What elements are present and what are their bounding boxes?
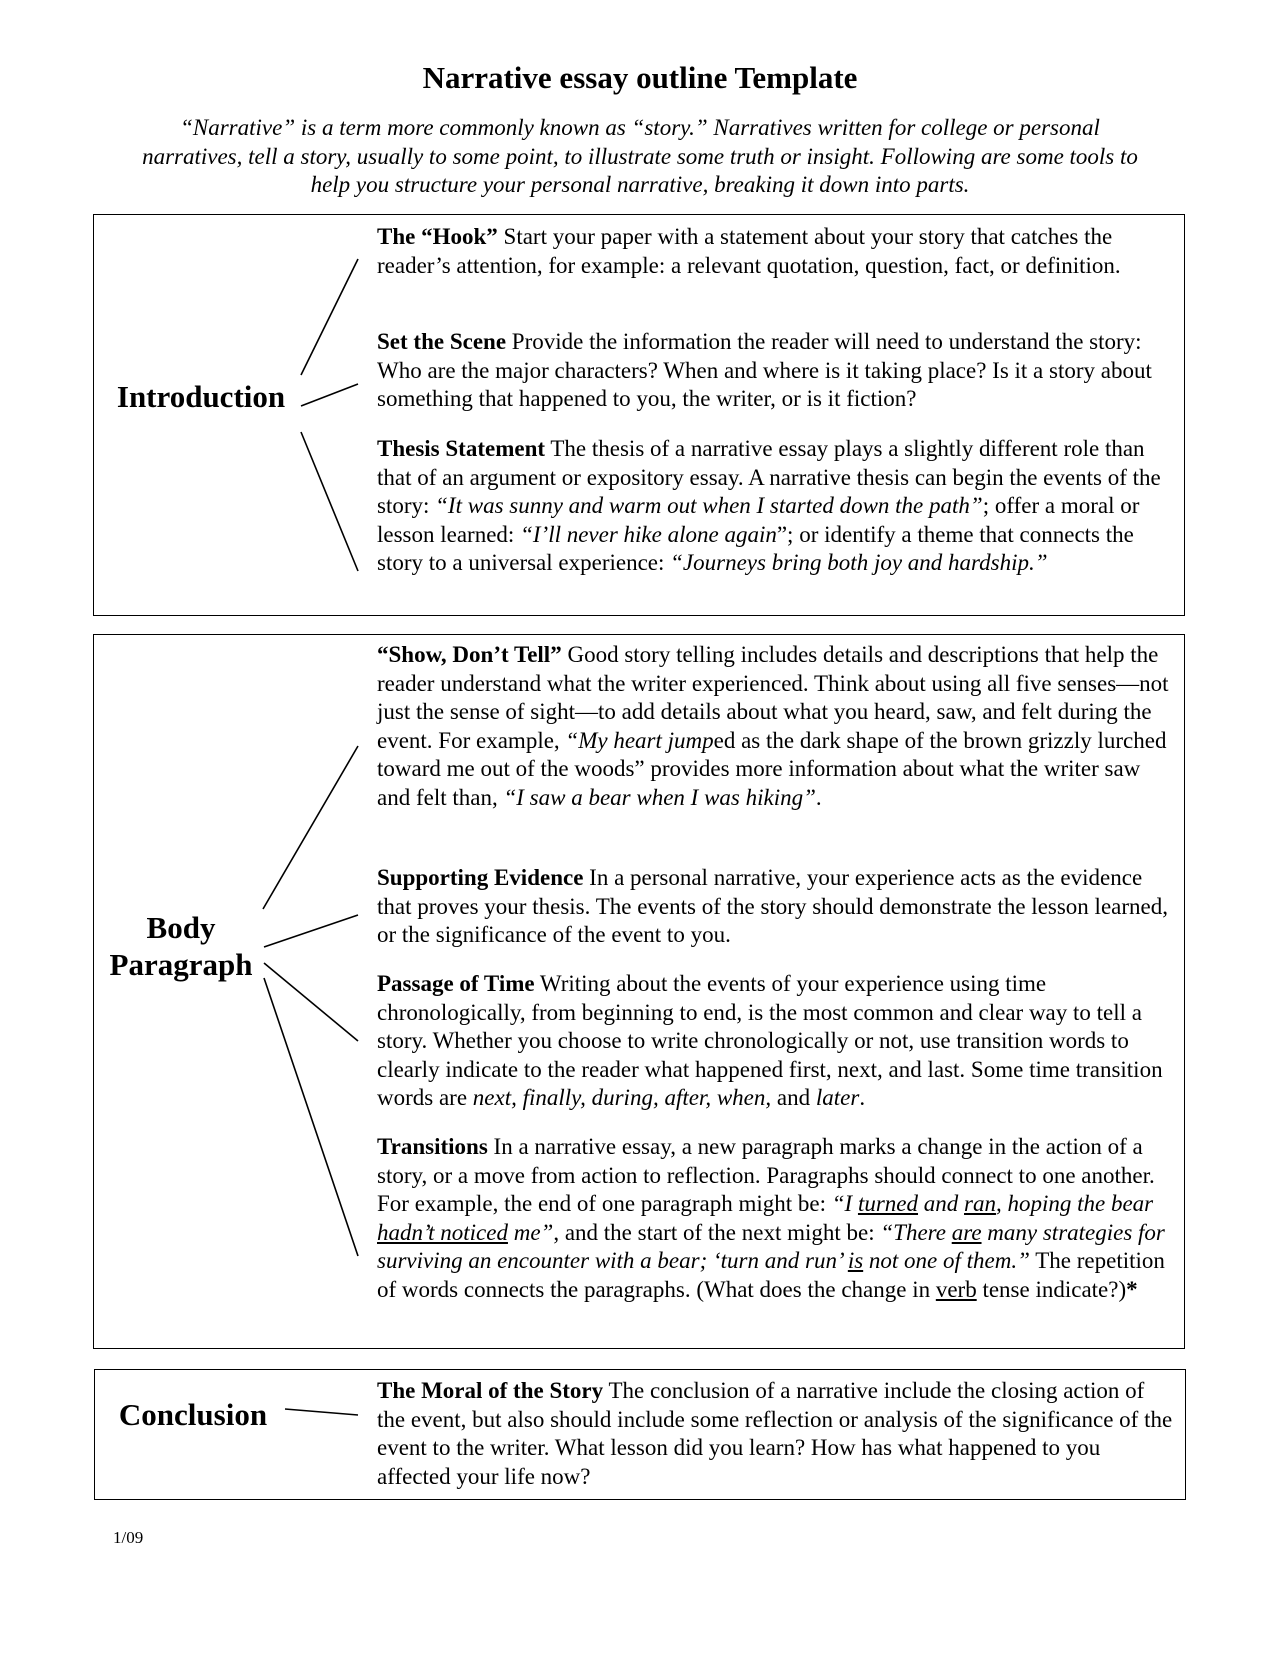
item-show-dont-tell: “Show, Don’t Tell” Good story telling includes details and descriptions that help the reader understand what the writer experienced. Think about using all five senses—not just the sense of sight—to add details about what you heard, saw, and felt during the event. For example, “My heart jumped as the dark shape of the brown grizzly lurched toward me out of the woods” provides more information about what the writer saw and felt than, “I saw a bear when I was hiking”. <box>377 642 1169 810</box>
item-heading: Supporting Evidence <box>377 865 584 890</box>
item-heading: “Show, Don’t Tell” <box>377 642 562 667</box>
item-hook: The “Hook” Start your paper with a statement about your story that catches the reader’s attention, for example: a relevant quotation, question, fact, or definition. <box>377 224 1121 278</box>
item-heading: Thesis Statement <box>377 436 546 461</box>
body-paragraph-label <box>98 909 264 983</box>
item-heading: The “Hook” <box>377 224 498 249</box>
page-footer-date: 1/09 <box>113 1528 144 1547</box>
item-transitions: Transitions In a narrative essay, a new paragraph marks a change in the action of a story, or a move from action to reflection. Paragraphs should connect to one another. For example, the end of one paragraph might be: “I turned and ran, hoping the bear hadn’t noticed me”, and the start of the next might be: “There are many strategies for surviving an encounter with a bear; ‘turn and run’ is not one of them.” The repetition of words connects the paragraphs. (What does the change in verb tense indicate?)* <box>377 1134 1165 1302</box>
item-supporting-evidence: Supporting Evidence In a personal narrative, your experience acts as the evidence that proves your thesis. The events of the story should demonstrate the lesson learned, or the significance of the event to you. <box>377 865 1168 948</box>
item-heading: Transitions <box>377 1134 488 1159</box>
body-label-line1: Body <box>146 910 216 945</box>
item-set-the-scene: Set the Scene Provide the information the reader will need to understand the story: Who are the major characters? When and where is it taking place? Is it a story about something that happened to you, the writer, or is it fiction? <box>377 329 1152 412</box>
intro-paragraph: “Narrative” is a term more commonly known as “story.” Narratives written for college or personal narratives, tell a story, usually to some point, to illustrate some truth or insight. Following are some tools to help you structure your personal narrative, breaking it down into parts. <box>142 115 1138 197</box>
item-heading: Set the Scene <box>377 329 507 354</box>
item-thesis-statement: Thesis Statement The thesis of a narrative essay plays a slightly different role than that of an argument or expository essay. A narrative thesis can begin the events of the story: “It was sunny and warm out when I started down the path”; offer a moral or lesson learned: “I’ll never hike alone again”; or identify a theme that connects the story to a universal experience: “Journeys bring both joy and hardship.” <box>377 436 1161 576</box>
body-label-line2: Paragraph <box>109 947 253 982</box>
item-heading: The Moral of the Story <box>377 1378 604 1403</box>
page-title: Narrative essay outline Template <box>422 60 858 95</box>
item-passage-of-time: Passage of Time Writing about the events of your experience using time chronologically, from beginning to end, is the most common and clear way to tell a story. Whether you choose to write chronologically or not, use transition words to clearly indicate to the reader what happened first, next, and last. Some time transition words are next, finally, during, after, when, and later. <box>377 971 1163 1111</box>
conclusion-label: Conclusion <box>118 1397 268 1432</box>
introduction-label: Introduction <box>116 379 286 414</box>
item-heading: Passage of Time <box>377 971 535 996</box>
item-moral-of-the-story: The Moral of the Story The conclusion of a narrative include the closing action of the event, but also should include some reflection or analysis of the significance of the event to the writer. What lesson did you learn? How has what happened to you affected your life now? <box>377 1378 1173 1489</box>
